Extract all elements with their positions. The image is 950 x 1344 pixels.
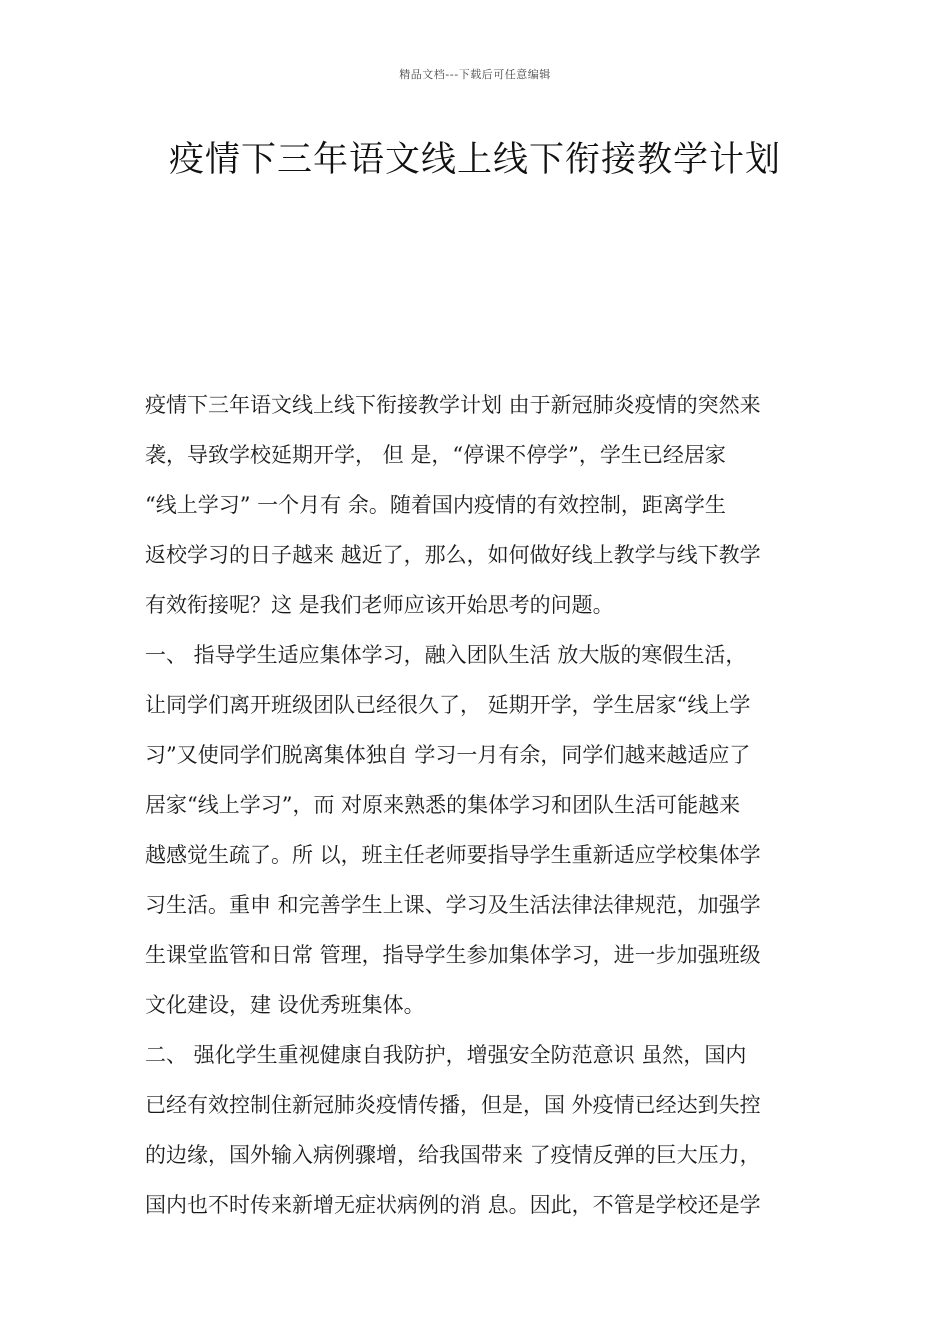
body-line: 习”又使同学们脱离集体独自 学习一月有余，同学们越来越适应了 <box>145 743 751 767</box>
body-line: 的边缘，国外输入病例骤增，给我国带来 了疫情反弹的巨大压力， <box>145 1143 761 1167</box>
body-line: 居家“线上学习”，而 对原来熟悉的集体学习和团队生活可能越来 <box>145 793 741 817</box>
header-note: 精品文档---下载后可任意编辑 <box>399 68 551 81</box>
body-line: 国内也不时传来新增无症状病例的消 息。因此，不管是学校还是学 <box>145 1193 761 1217</box>
body-line: “线上学习” 一个月有 余。随着国内疫情的有效控制，距离学生 <box>145 493 726 517</box>
body-line: 让同学们离开班级团队已经很久了， 延期开学，学生居家“线上学 <box>145 693 751 717</box>
body-line: 习生活。重申 和完善学生上课、学习及生活法律法律规范，加强学 <box>145 893 761 917</box>
body-line: 返校学习的日子越来 越近了，那么，如何做好线上教学与线下教学 <box>145 543 761 567</box>
body-line: 疫情下三年语文线上线下衔接教学计划 由于新冠肺炎疫情的突然来 <box>145 393 761 417</box>
body-line: 袭，导致学校延期开学， 但 是，“停课不停学”，学生已经居家 <box>145 443 726 467</box>
document-title: 疫情下三年语文线上线下衔接教学计划 <box>168 140 781 180</box>
body-line: 越感觉生疏了。所 以，班主任老师要指导学生重新适应学校集体学 <box>145 843 761 867</box>
body-line: 生课堂监管和日常 管理，指导学生参加集体学习，进一步加强班级 <box>145 943 761 967</box>
body-line: 有效衔接呢？这 是我们老师应该开始思考的问题。 <box>145 593 614 617</box>
document-body <box>145 380 815 1230</box>
body-line: 二、 强化学生重视健康自我防护，增强安全防范意识 虽然，国内 <box>145 1043 747 1067</box>
body-line: 一、 指导学生适应集体学习，融入团队生活 放大版的寒假生活， <box>145 643 747 667</box>
body-line: 文化建设，建 设优秀班集体。 <box>145 993 425 1017</box>
body-line: 已经有效控制住新冠肺炎疫情传播，但是，国 外疫情已经达到失控 <box>145 1093 761 1117</box>
